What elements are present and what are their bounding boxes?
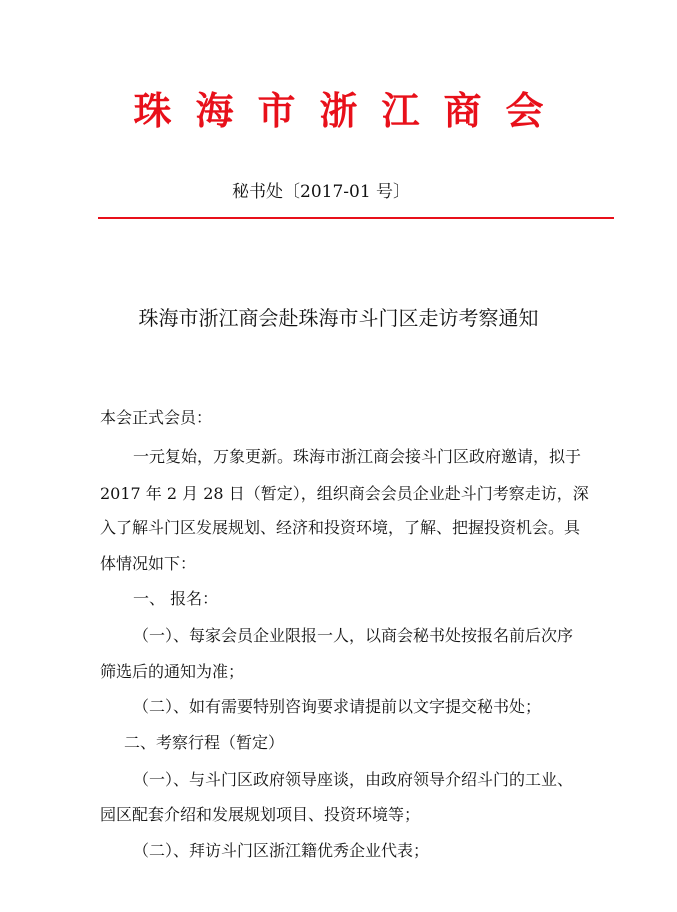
intro-line: 体情况如下：: [100, 554, 197, 573]
list-item-continuation: 筛选后的通知为准；: [100, 662, 245, 681]
list-item-continuation: 园区配套介绍和发展规划项目、投资环境等；: [100, 805, 421, 824]
notice-title: 珠海市浙江商会赴珠海市斗门区走访考察通知: [138, 306, 539, 330]
list-item: （一）、每家会员企业限报一人，以商会秘书处按报名前后次序: [133, 626, 574, 645]
list-item: （二）、拜访斗门区浙江籍优秀企业代表；: [133, 841, 430, 860]
document-number: 秘书处〔2017-01 号〕: [232, 182, 411, 202]
salutation: 本会正式会员：: [100, 408, 213, 427]
intro-line: 一元复始，万象更新。珠海市浙江商会接斗门区政府邀请，拟于: [133, 447, 582, 466]
organization-title: 珠海市浙江商会: [133, 88, 568, 133]
intro-line: 入了解斗门区发展规划、经济和投资环境，了解、把握投资机会。具: [100, 518, 581, 537]
header-divider: [98, 217, 614, 219]
intro-line: 2017 年 2 月 28 日（暂定），组织商会会员企业赴斗门考察走访，深: [100, 484, 589, 503]
section-heading: 二、考察行程（暂定）: [124, 733, 285, 752]
section-heading: 一、 报名：: [133, 589, 219, 608]
list-item: （二）、如有需要特别咨询要求请提前以文字提交秘书处；: [133, 697, 542, 716]
list-item: （一）、与斗门区政府领导座谈，由政府领导介绍斗门的工业、: [133, 770, 574, 789]
